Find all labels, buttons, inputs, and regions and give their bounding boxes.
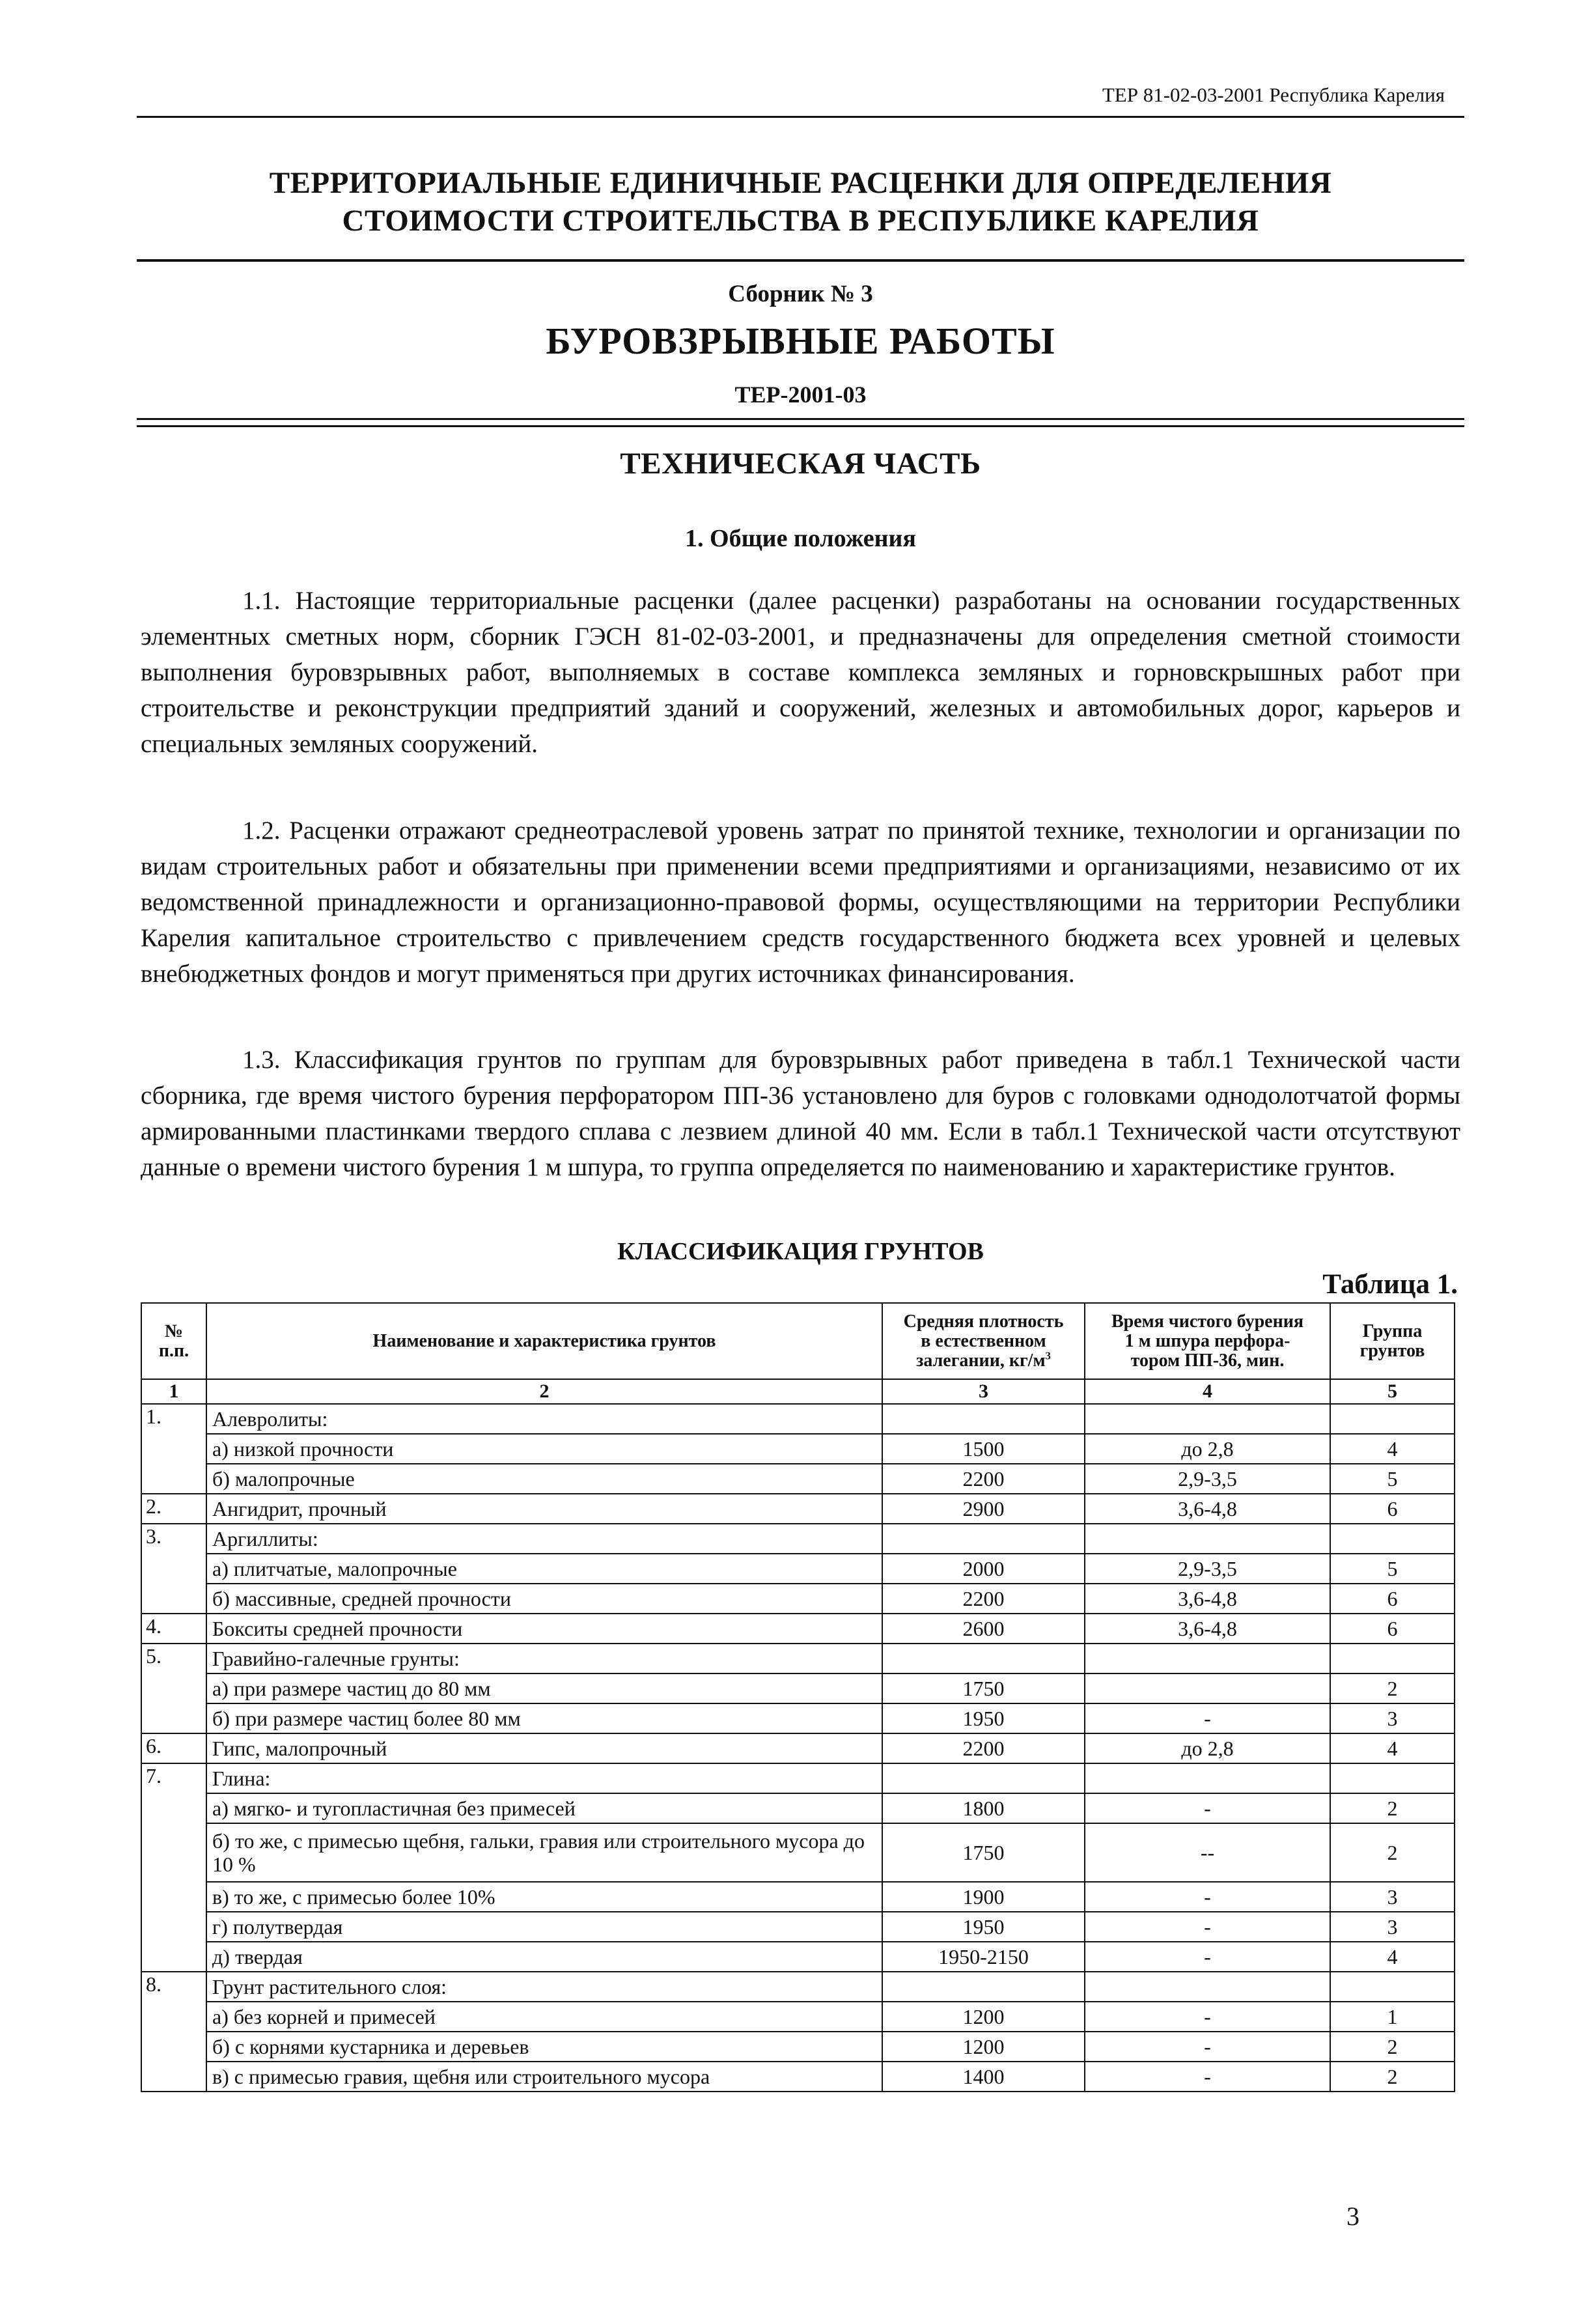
row-number: 4. <box>141 1614 206 1644</box>
soil-group-cell: 6 <box>1330 1584 1455 1614</box>
table-row <box>141 1763 1455 1793</box>
soil-group-cell: 1 <box>1330 2002 1455 2032</box>
soil-name-cell: в) с примесью гравия, щебня или строительного мусора <box>206 2062 882 2092</box>
density-cell: 1950-2150 <box>882 1942 1085 1972</box>
density-cell: 2000 <box>882 1554 1085 1584</box>
header-rule <box>137 116 1464 118</box>
header-group: Группа грунтов <box>1330 1303 1455 1379</box>
table-row <box>141 1464 1455 1494</box>
drilling-time-cell <box>1085 1972 1330 2002</box>
soil-group-cell <box>1330 1972 1455 2002</box>
soil-classification-table <box>141 1302 1455 2092</box>
drilling-time-cell <box>1085 1673 1330 1703</box>
header-number: № п.п. <box>141 1303 206 1379</box>
drilling-time-cell <box>1085 1644 1330 1673</box>
soil-name-cell: б) при размере частиц более 80 мм <box>206 1703 882 1733</box>
table-row <box>141 1404 1455 1434</box>
drilling-time-cell: 3,6-4,8 <box>1085 1584 1330 1614</box>
row-number: 1. <box>141 1404 206 1494</box>
soil-group-cell: 3 <box>1330 1912 1455 1942</box>
soil-name-cell: г) полутвердая <box>206 1912 882 1942</box>
drilling-time-cell: - <box>1085 2062 1330 2092</box>
soil-name-cell: Грунт растительного слоя: <box>206 1972 882 2002</box>
soil-name-cell: д) твердая <box>206 1942 882 1972</box>
drilling-time-cell: - <box>1085 1882 1330 1912</box>
drilling-time-cell: 2,9-3,5 <box>1085 1464 1330 1494</box>
density-cell <box>882 1404 1085 1434</box>
header-density: Средняя плотность в естественном залегании, $кг/м^3$ <box>882 1303 1085 1379</box>
soil-group-cell: 5 <box>1330 1554 1455 1584</box>
table-row <box>141 2032 1455 2062</box>
density-cell: 2200 <box>882 1733 1085 1763</box>
drilling-time-cell: - <box>1085 1942 1330 1972</box>
drilling-time-cell <box>1085 1404 1330 1434</box>
density-cell: 2600 <box>882 1614 1085 1644</box>
soil-group-cell: 2 <box>1330 1673 1455 1703</box>
title-line-2: СТОИМОСТИ СТРОИТЕЛЬСТВА В РЕСПУБЛИКЕ КАРЕЛИЯ <box>342 204 1259 238</box>
code-double-rule <box>137 418 1464 427</box>
table-row <box>141 1882 1455 1912</box>
table-row <box>141 2002 1455 2032</box>
table-header-row <box>141 1303 1455 1379</box>
soil-name-cell: в) то же, с примесью более 10% <box>206 1882 882 1912</box>
table-row <box>141 2062 1455 2092</box>
soil-name-cell: Ангидрит, прочный <box>206 1494 882 1524</box>
page-number: 3 <box>1346 2202 1359 2231</box>
table-row <box>141 1614 1455 1644</box>
soil-group-cell: 2 <box>1330 2062 1455 2092</box>
table-row <box>141 1554 1455 1584</box>
soil-name-cell: Аргиллиты: <box>206 1524 882 1554</box>
collection-code: ТЕР-2001-03 <box>734 382 867 408</box>
density-cell: 1800 <box>882 1793 1085 1823</box>
title-rule <box>137 259 1464 262</box>
soil-name-cell: б) малопрочные <box>206 1464 882 1494</box>
density-cell: 1950 <box>882 1703 1085 1733</box>
paragraph-1-1: 1.1. Настоящие территориальные расценки (далее расценки) разработаны на основании государственных элементных сметных норм, сборник ГЭСН 81-02-03-2001, и предназначены для определения сметной стоимости выполнения буровзрывных работ, выполняемых в составе комплекса земляных и горновскрышных работ при строительстве и реконструкции предприятий зданий и сооружений, железных и автомобильных дорог, карьеров и специальных земляных сооружений. <box>141 587 1460 758</box>
paragraph-1-3: 1.3. Классификация грунтов по группам для буровзрывных работ приведена в табл.1 Технической части сборника, где время чистого бурения перфоратором ПП-36 установлено для буров с головками однодолотчатой формы армированными пластинками твердого сплава с лезвием длиной 40 мм. Если в табл.1 Технической части отсутствуют данные о времени чистого бурения 1 м шпура, то группа определяется по наименованию и характеристике грунтов. <box>141 1046 1460 1181</box>
table-row <box>141 1942 1455 1972</box>
density-cell: 2200 <box>882 1464 1085 1494</box>
density-cell: 1750 <box>882 1823 1085 1882</box>
soil-group-cell: 4 <box>1330 1434 1455 1464</box>
soil-group-cell: 2 <box>1330 1823 1455 1882</box>
soil-group-cell: 4 <box>1330 1942 1455 1972</box>
soil-group-cell <box>1330 1763 1455 1793</box>
soil-group-cell: 2 <box>1330 1793 1455 1823</box>
table-row <box>141 1972 1455 2002</box>
drilling-time-cell: 3,6-4,8 <box>1085 1614 1330 1644</box>
drilling-time-cell: - <box>1085 2002 1330 2032</box>
section-heading: 1. Общие положения <box>685 525 916 552</box>
header-name: Наименование и характеристика грунтов <box>206 1303 882 1379</box>
soil-group-cell: 3 <box>1330 1882 1455 1912</box>
table-body <box>141 1404 1455 2092</box>
density-cell <box>882 1524 1085 1554</box>
paragraph-1-2: 1.2. Расценки отражают среднеотраслевой уровень затрат по принятой технике, технологии и организации по видам строительных работ и обязательны при применении всеми предприятиями и организациями, независимо от их ведомственной принадлежности и организационно-правовой формы, осуществляющими на территории Республики Карелия капитальное строительство с привлечением средств государственного бюджета всех уровней и целевых внебюджетных фондов и могут применяться при других источниках финансирования. <box>141 817 1460 988</box>
row-number: 5. <box>141 1644 206 1733</box>
drilling-time-cell <box>1085 1763 1330 1793</box>
soil-group-cell: 3 <box>1330 1703 1455 1733</box>
drilling-time-cell: - <box>1085 2032 1330 2062</box>
table-row <box>141 1434 1455 1464</box>
drilling-time-cell: 3,6-4,8 <box>1085 1494 1330 1524</box>
soil-group-cell: 6 <box>1330 1494 1455 1524</box>
table-label: Таблица 1. <box>1322 1269 1458 1300</box>
drilling-time-cell: до 2,8 <box>1085 1733 1330 1763</box>
collection-name: БУРОВЗРЫВНЫЕ РАБОТЫ <box>546 320 1055 362</box>
density-cell: 2900 <box>882 1494 1085 1524</box>
drilling-time-cell <box>1085 1524 1330 1554</box>
density-cell <box>882 1972 1085 2002</box>
column-number: 4 <box>1085 1379 1330 1404</box>
drilling-time-cell: до 2,8 <box>1085 1434 1330 1464</box>
table-row <box>141 1494 1455 1524</box>
table-title: КЛАССИФИКАЦИЯ ГРУНТОВ <box>617 1238 984 1265</box>
row-number: 6. <box>141 1733 206 1763</box>
drilling-time-cell: -- <box>1085 1823 1330 1882</box>
density-cell: 1200 <box>882 2032 1085 2062</box>
table-row <box>141 1733 1455 1763</box>
soil-name-cell: а) без корней и примесей <box>206 2002 882 2032</box>
table-row <box>141 1673 1455 1703</box>
soil-group-cell <box>1330 1404 1455 1434</box>
density-cell: 1900 <box>882 1882 1085 1912</box>
soil-group-cell <box>1330 1524 1455 1554</box>
document-title <box>137 164 1464 240</box>
density-cell: 1200 <box>882 2002 1085 2032</box>
density-cell <box>882 1644 1085 1673</box>
row-number: 2. <box>141 1494 206 1524</box>
drilling-time-cell: - <box>1085 1912 1330 1942</box>
soil-group-cell <box>1330 1644 1455 1673</box>
table-row <box>141 1524 1455 1554</box>
soil-group-cell: 4 <box>1330 1733 1455 1763</box>
soil-name-cell: а) плитчатые, малопрочные <box>206 1554 882 1584</box>
soil-name-cell: Гипс, малопрочный <box>206 1733 882 1763</box>
soil-name-cell: Гравийно-галечные грунты: <box>206 1644 882 1673</box>
soil-name-cell: Бокситы средней прочности <box>206 1614 882 1644</box>
column-number: 5 <box>1330 1379 1455 1404</box>
column-number: 2 <box>206 1379 882 1404</box>
column-number: 1 <box>141 1379 206 1404</box>
row-number: 3. <box>141 1524 206 1614</box>
drilling-time-cell: - <box>1085 1703 1330 1733</box>
table-row <box>141 1823 1455 1882</box>
column-number-row <box>141 1379 1455 1404</box>
column-number: 3 <box>882 1379 1085 1404</box>
part-heading: ТЕХНИЧЕСКАЯ ЧАСТЬ <box>620 447 981 481</box>
table-row <box>141 1912 1455 1942</box>
soil-name-cell: б) с корнями кустарника и деревьев <box>206 2032 882 2062</box>
table-row <box>141 1644 1455 1673</box>
soil-name-cell: б) массивные, средней прочности <box>206 1584 882 1614</box>
density-cell: 1400 <box>882 2062 1085 2092</box>
soil-group-cell: 5 <box>1330 1464 1455 1494</box>
soil-name-cell: б) то же, с примесью щебня, гальки, гравия или строительного мусора до 10 % <box>206 1823 882 1882</box>
table-row <box>141 1584 1455 1614</box>
soil-name-cell: Алевролиты: <box>206 1404 882 1434</box>
drilling-time-cell: - <box>1085 1793 1330 1823</box>
soil-group-cell: 2 <box>1330 2032 1455 2062</box>
header-drilling-time: Время чистого бурения 1 м шпура перфора- тором ПП-36, мин. <box>1085 1303 1330 1379</box>
row-number: 8. <box>141 1972 206 2092</box>
title-line-1: ТЕРРИТОРИАЛЬНЫЕ ЕДИНИЧНЫЕ РАСЦЕНКИ ДЛЯ ОПРЕДЕЛЕНИЯ <box>269 166 1332 200</box>
soil-group-cell: 6 <box>1330 1614 1455 1644</box>
collection-number: Сборник № 3 <box>728 281 873 307</box>
running-head: ТЕР 81-02-03-2001 Республика Карелия <box>1102 83 1445 106</box>
density-cell <box>882 1763 1085 1793</box>
soil-name-cell: а) низкой прочности <box>206 1434 882 1464</box>
density-cell: 2200 <box>882 1584 1085 1614</box>
soil-name-cell: а) мягко- и тугопластичная без примесей <box>206 1793 882 1823</box>
density-cell: 1750 <box>882 1673 1085 1703</box>
table-row <box>141 1703 1455 1733</box>
row-number: 7. <box>141 1763 206 1972</box>
soil-name-cell: Глина: <box>206 1763 882 1793</box>
table-row <box>141 1793 1455 1823</box>
density-cell: 1500 <box>882 1434 1085 1464</box>
density-cell: 1950 <box>882 1912 1085 1942</box>
drilling-time-cell: 2,9-3,5 <box>1085 1554 1330 1584</box>
soil-name-cell: а) при размере частиц до 80 мм <box>206 1673 882 1703</box>
